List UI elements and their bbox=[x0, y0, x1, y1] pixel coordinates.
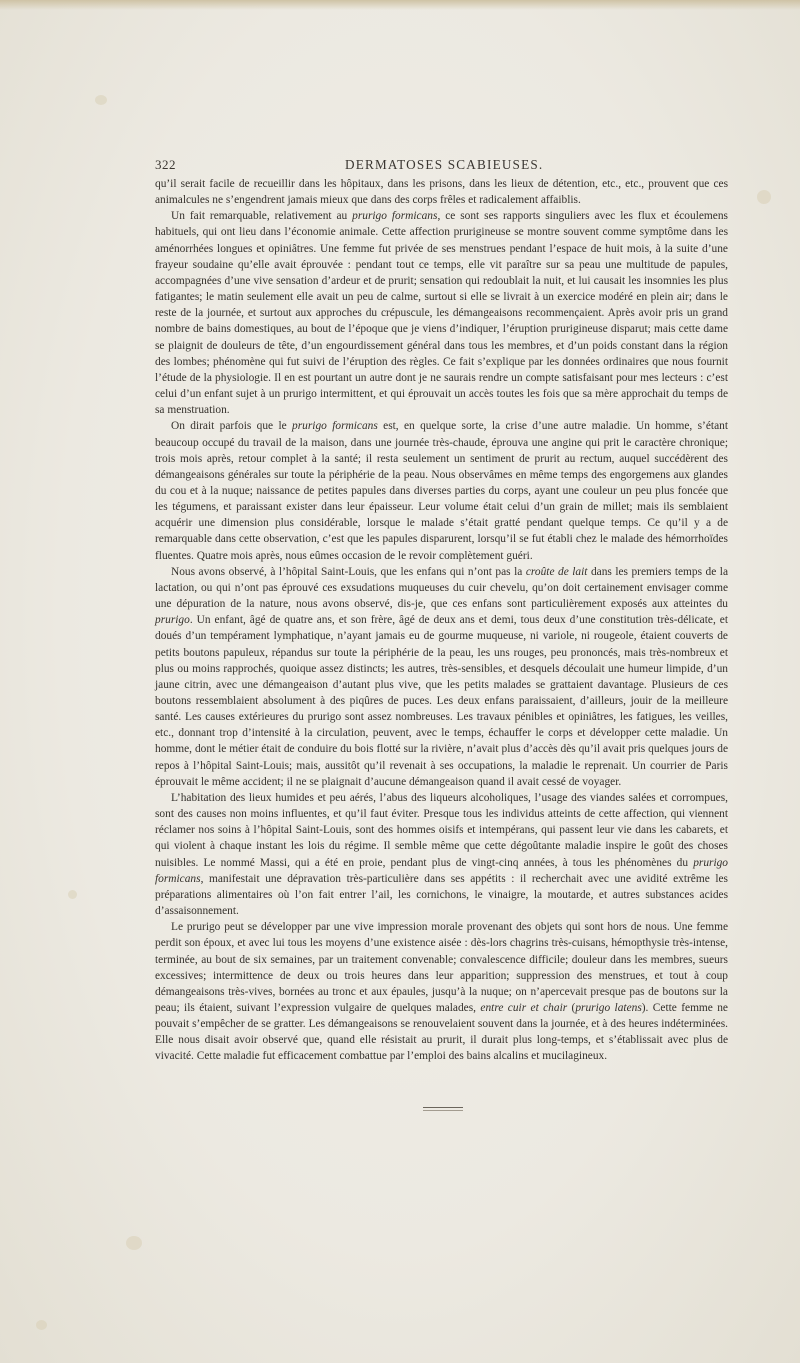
text-run: est, en quelque sorte, la crise d’une autre maladie. Un homme, s’étant beaucoup occupé du travail de la maison, dans une journée très-chaude, éprouva une angine qui prit le caractère chronique; trois mois après, retour complet à la santé; il resta seulement un sentiment de prurit au rectum, auquel succédèrent des démangeaisons générales sur toute la périphérie de la peau. Nous observâmes en même temps des engorgemens aux glandes du cou et à la nuque; naissance de petites papules dans diverses parties du corps, ayant une couleur un peu plus foncée que les tégumens, et paraissant exister dans leur épaisseur. Leur volume était celui d’un grain de millet; mais ils semblaient acquérir une dimension plus considérable, lorsque le malade s’était gratté pendant quelque temps. Ce qu’il y a de remarquable dans cette observation, c’est que les papules disparurent, lorsqu’il se fut établi chez le malade des hémorrhoïdes fluentes. Quatre mois après, nous eûmes occasion de le revoir complètement guéri. bbox=[155, 420, 728, 562]
paragraph bbox=[155, 176, 728, 208]
text-run: On dirait parfois que le bbox=[171, 420, 293, 433]
text-run: ). Cette femme ne pouvait s’empêcher de se gratter. Les démangeaisons se renouvelaient souvent dans la journée, et à des heures indéterminées. Elle nous disait avoir observé que, quand elle résistait au prurit, il durait plus long-temps, et s’établissait avec plus de vivacité. Cette maladie fut efficacement combattue par l’emploi des bains alcalins et mucilagineux. bbox=[155, 1001, 728, 1063]
text-run: qu’il serait facile de recueillir dans les hôpitaux, dans les prisons, dans les lieux de détention, etc., etc., prouvent que ces animalcules ne s’engendrent jamais mieux que dans des corps frêles et radicalement affaiblis. bbox=[155, 178, 728, 207]
paper-stain bbox=[68, 890, 77, 899]
page-header bbox=[155, 157, 647, 175]
body-text bbox=[155, 176, 728, 1065]
text-run: . Un enfant, âgé de quatre ans, et son frère, âgé de deux ans et demi, tous deux d’une constitution très-délicate, et doués d’un tempérament lymphatique, n’ayant jamais eu de gourme muqueuse, ni variole, ni rougeole, étaient couverts de petits boutons papuleux, répandus sur toute la périphérie de la peau, les uns rouges, peu prononcés, mais très-nombreux et plus ou moins rapprochés, quoique assez distincts; les autres, très-sensibles, et desquels découlait une humeur limpide, d’un jaune citrin, avec une démangeaison d’autant plus vive, que les petits malades se grattaient davantage. Plusieurs de ces boutons ressemblaient absolument à des piqûres de puces. Les deux enfans paraissaient, d’ailleurs, jouir de la meilleure santé. Les causes extérieures du prurigo sont assez nombreuses. Les travaux pénibles et opiniâtres, les fatigues, les veilles, etc., donnant trop d’intensité à la circulation, peuvent, avec le temps, échauffer le corps et développer cette maladie. Un homme, dont le métier était de conduire du bois flotté sur la rivière, n’avait plus d’accès dès qu’il avait pris quelques jours de repos à l’hôpital Saint-Louis; mais, aussitôt qu’il revenait à ses occupations, la maladie le reprenait. Un courrier de Paris éprouvait le même accident; il ne se plaignait d’aucune démangeaison quand il avait cessé de voyager. bbox=[155, 614, 728, 788]
paragraph bbox=[155, 919, 728, 1064]
page-top-edge bbox=[0, 0, 800, 10]
text-run: dans les premiers temps de la lactation, ou qui n’ont pas éprouvé ces exsudations muqueuses du cuir chevelu, qu’on doit certainement envisager comme une dépuration de la nature, nous avons observé, dis-je, que ces enfans sont particulièrement exposés aux atteintes du bbox=[155, 565, 729, 611]
paper-stain bbox=[126, 1236, 142, 1250]
paragraph bbox=[155, 208, 728, 418]
paragraph bbox=[155, 564, 728, 790]
text-run: , manifestait une dépravation très-particulière dans ses appétits : il recherchait avec une avidité extrême les préparations alimentaires où l’on fait entrer l’ail, les cornichons, le vinaigre, la moutarde, et autres substances acides d’assaisonnement. bbox=[155, 872, 728, 918]
paper-stain bbox=[36, 1320, 47, 1330]
page-number: 322 bbox=[155, 157, 176, 172]
italic-term: prurigo formicans bbox=[352, 210, 438, 223]
paragraph bbox=[155, 418, 728, 563]
italic-term: prurigo formicans bbox=[292, 420, 378, 433]
italic-term: entre cuir et chair bbox=[480, 1001, 568, 1014]
text-run: Un fait remarquable, relativement au bbox=[171, 210, 353, 223]
text-run: Nous avons observé, à l’hôpital Saint-Louis, que les enfans qui n’ont pas la bbox=[171, 565, 526, 578]
italic-term: prurigo formicans bbox=[155, 856, 728, 885]
paragraph bbox=[155, 790, 728, 919]
text-run: ( bbox=[567, 1001, 576, 1014]
text-run: Le prurigo peut se développer par une vive impression morale provenant des objets qui sont hors de nous. Une femme perdit son époux, et avec lui tous les moyens d’une existence aisée : dès-lors chagrins très-cuisans, hémopthysie très-intense, terminée, au bout de six semaines, par un traitement convenable; convalescence difficile; douleur dans les membres, sueurs excessives; intermittence de deux ou trois heures dans leur apparition; suppression des menstrues, et tout à coup démangeaisons très-vives, bornées au tronc et aux épaules, jusqu’à la nuque; on n’apercevait presque pas de boutons sur la peau; ils étaient, suivant l’expression vulgaire de quelques malades, bbox=[155, 921, 728, 1014]
text-run: L’habitation des lieux humides et peu aérés, l’abus des liqueurs alcoholiques, l’usage des viandes salées et corrompues, sont des causes non moins influentes, et qu’il faut éviter. Presque tous les individus atteints de cette affection, qui viennent réclamer nos soins à l’hôpital Saint-Louis, sont des hommes oisifs et intempérans, qui passent leur vie dans les cabarets, et qui violent à chaque instant les lois du régime. Il semble même que cette dégoûtante maladie inspire le goût des choses nuisibles. Le nommé Massi, qui a été en proie, pendant plus de vingt-cinq années, à tous les phénomènes du bbox=[155, 791, 728, 869]
text-run: , ce sont ses rapports singuliers avec les flux et écoulemens habituels, qui ont lieu dans l’économie animale. Cette affection prurigineuse se montre souvent comme symptôme dans les aménorrhées longues et opiniâtres. Une femme fut privée de ses menstrues pendant l’espace de huit mois, à la suite d’une frayeur soudaine qu’elle avait éprouvée : pendant tout ce temps, elle vit paraître sur sa peau une multitude de papules, accompagnées d’une vive sensation d’ardeur et de prurit; sensation qui redoublait la nuit, et lui causait les insomnies les plus fatigantes; le matin seulement elle avait un peu de calme, surtout si elle se livrait à un exercice modéré en plein air; dans le reste de la journée, et surtout aux approches du crépuscule, les démangeaisons recommençaient. Après avoir pris un grand nombre de bains domestiques, au bout de l’époque que je viens d’indiquer, l’éruption prurigineuse disparut; mais cette dame se plaignit de douleurs de tête, d’un engourdissement général dans tous les membres, et d’un poids constant dans la région des lombes; phénomène qui fut suivi de l’éruption des règles. Ce fait s’explique par les données ordinaires que nous fournit l’étude de la physiologie. Il en est pourtant un autre dont je ne saurais rendre un compte satisfaisant pour mes lecteurs : c’est celui d’un enfant sujet à un prurigo intermittent, et qui éprouvait un accès toutes les fois que sa mère approchait du temps de sa menstruation. bbox=[155, 210, 728, 417]
paper-stain bbox=[757, 190, 771, 204]
italic-term: prurigo bbox=[155, 614, 190, 627]
paper-stain bbox=[95, 95, 107, 105]
italic-term: croûte de lait bbox=[525, 565, 588, 578]
end-ornament-rule bbox=[423, 1107, 463, 1111]
running-title: DERMATOSES SCABIEUSES. bbox=[345, 157, 544, 172]
italic-term: prurigo latens bbox=[575, 1001, 642, 1014]
